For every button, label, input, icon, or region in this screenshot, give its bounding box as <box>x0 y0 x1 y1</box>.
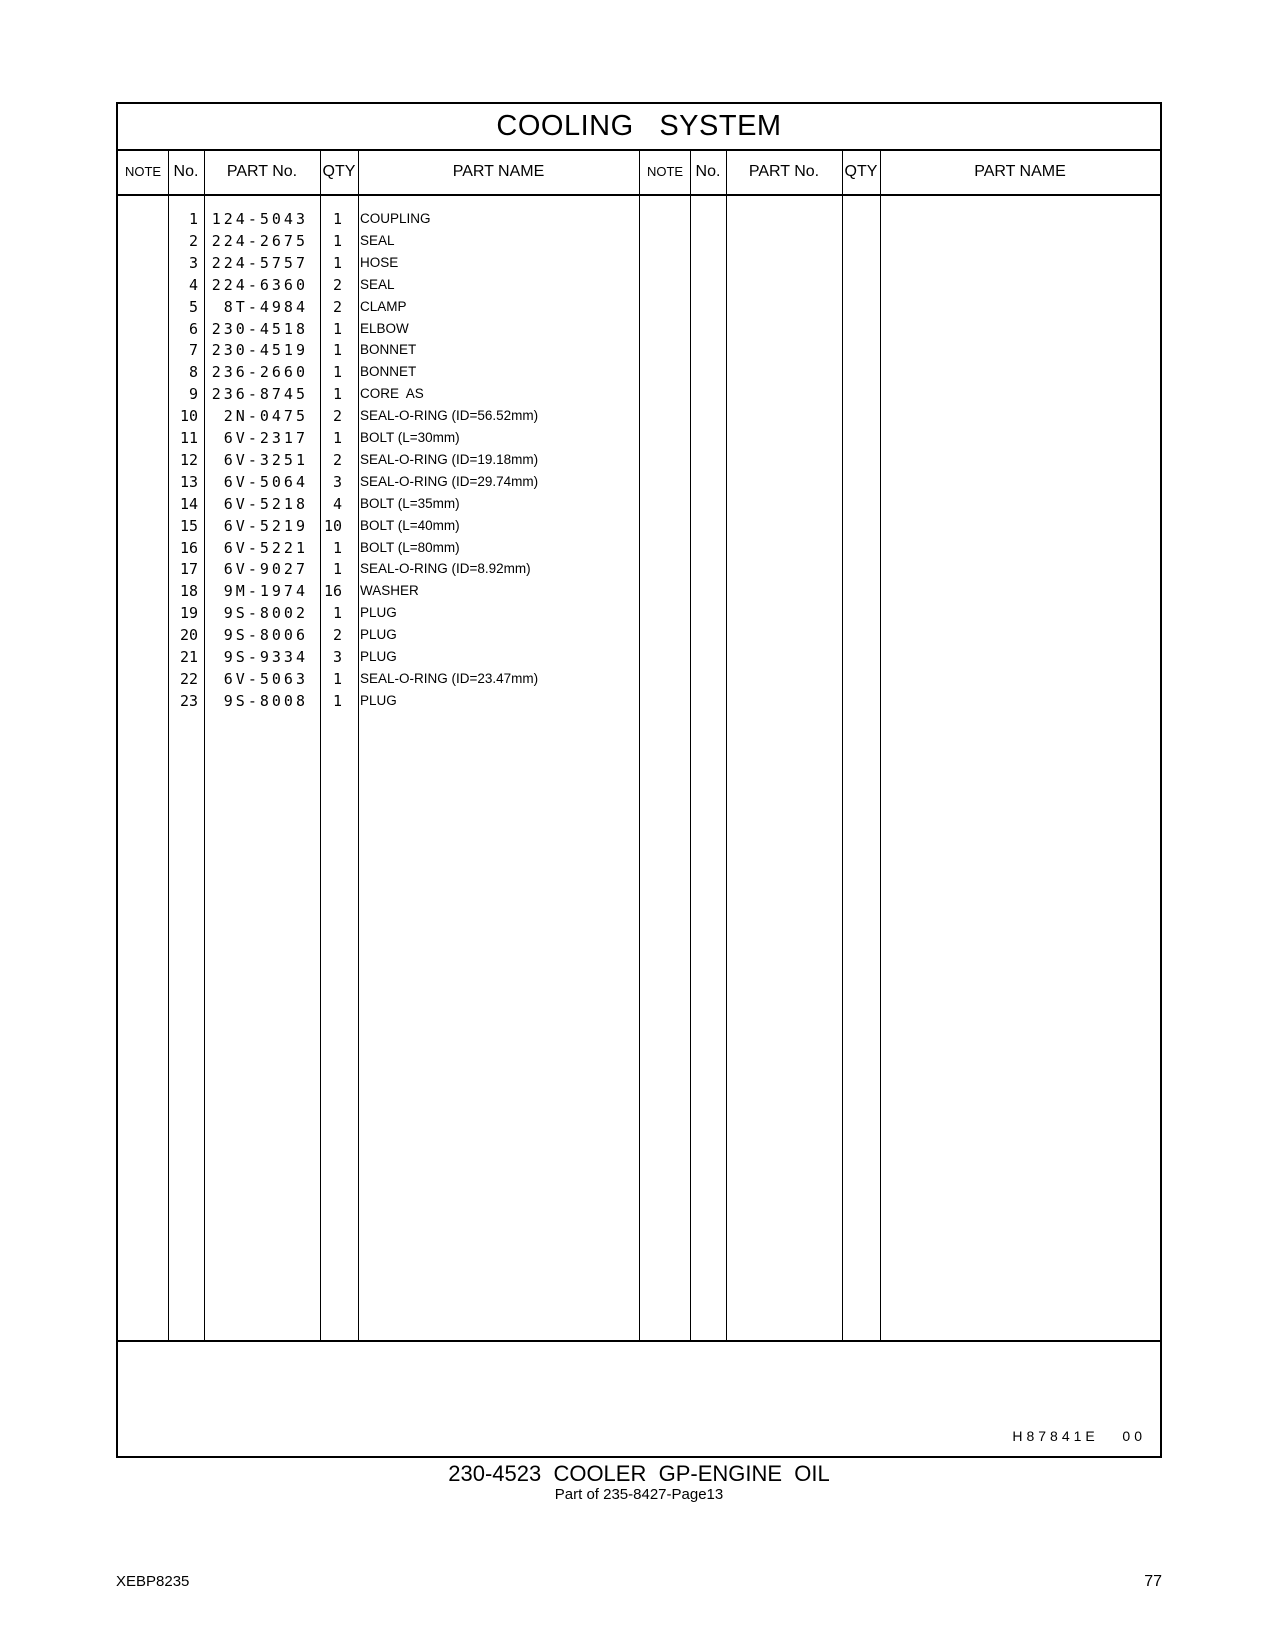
item-number: 8 <box>188 363 198 382</box>
part-name: HOSE <box>360 254 399 270</box>
part-name: SEAL-O-RING (ID=56.52mm) <box>360 408 539 424</box>
table-footer <box>118 1340 1160 1456</box>
part-name: PLUG <box>360 692 397 708</box>
header-part-no-left: PART No. <box>226 163 298 180</box>
header-no-right: No. <box>695 163 721 180</box>
quantity: 16 <box>323 582 342 601</box>
table-row <box>118 449 1160 471</box>
part-name: BOLT (L=40mm) <box>360 517 460 533</box>
part-name: BOLT (L=35mm) <box>360 495 460 511</box>
table-row <box>118 252 1160 274</box>
table-row <box>118 602 1160 624</box>
part-number: 6V-9027 <box>223 560 308 579</box>
table-row <box>118 690 1160 712</box>
item-number: 3 <box>188 253 198 272</box>
table-row <box>118 296 1160 318</box>
quantity: 2 <box>332 297 342 316</box>
table-row <box>118 646 1160 668</box>
part-number: 6V-5218 <box>223 494 308 513</box>
part-number: 6V-5064 <box>223 472 308 491</box>
table-row <box>118 318 1160 340</box>
part-name: SEAL <box>360 276 395 292</box>
table-row <box>118 383 1160 405</box>
table-row <box>118 361 1160 383</box>
section-title: COOLING SYSTEM <box>118 104 1160 151</box>
table-row <box>118 558 1160 580</box>
quantity: 3 <box>332 648 342 666</box>
table-row <box>118 493 1160 515</box>
table-row <box>118 230 1160 252</box>
part-number: 2N-0475 <box>223 407 308 426</box>
item-number: 15 <box>179 516 198 535</box>
table-row <box>118 624 1160 646</box>
quantity: 1 <box>332 319 342 338</box>
item-number: 2 <box>188 231 198 250</box>
part-number: 9S-9334 <box>223 648 308 666</box>
part-number: 9M-1974 <box>223 582 308 601</box>
part-number: 230-4518 <box>211 319 308 338</box>
part-number: 224-2675 <box>211 231 308 250</box>
header-note-left: NOTE <box>124 164 162 179</box>
item-number: 23 <box>179 691 198 710</box>
table-row <box>118 580 1160 602</box>
part-name: ELBOW <box>360 320 409 336</box>
item-number: 18 <box>179 582 198 601</box>
item-number: 6 <box>188 319 198 338</box>
part-name: SEAL <box>360 232 395 248</box>
item-number: 13 <box>179 472 198 491</box>
table-row <box>118 515 1160 537</box>
part-name: BONNET <box>360 342 417 358</box>
item-number: 16 <box>179 538 198 557</box>
part-name: CORE AS <box>360 386 424 402</box>
part-number: 9S-8002 <box>223 604 308 623</box>
quantity: 1 <box>332 363 342 382</box>
header-part-name-left: PART NAME <box>452 163 545 180</box>
quantity: 4 <box>332 494 342 513</box>
part-number: 6V-5219 <box>223 516 308 535</box>
part-name: SEAL-O-RING (ID=29.74mm) <box>360 473 539 489</box>
quantity: 1 <box>332 341 342 360</box>
table-row <box>118 471 1160 493</box>
header-qty-left: QTY <box>322 163 356 180</box>
part-number: 124-5043 <box>211 210 308 228</box>
quantity: 2 <box>332 626 342 645</box>
quantity: 1 <box>332 210 342 228</box>
drawing-code: H87841E 00 <box>1012 1428 1146 1444</box>
quantity: 2 <box>332 450 342 469</box>
part-name: SEAL-O-RING (ID=19.18mm) <box>360 451 539 467</box>
part-number: 6V-2317 <box>223 429 308 447</box>
parts-table-frame <box>116 102 1162 1458</box>
quantity: 3 <box>332 472 342 491</box>
item-number: 14 <box>179 494 198 513</box>
part-name: PLUG <box>360 649 397 664</box>
parts-list <box>118 196 1160 1340</box>
item-number: 1 <box>188 210 198 228</box>
part-number: 6V-5063 <box>223 669 308 688</box>
item-number: 5 <box>188 297 198 316</box>
header-qty-right: QTY <box>844 163 878 180</box>
quantity: 10 <box>323 516 342 535</box>
part-name: CLAMP <box>360 298 407 314</box>
part-name: SEAL-O-RING (ID=23.47mm) <box>360 670 539 686</box>
item-number: 20 <box>179 626 198 645</box>
assembly-title: 230-4523 COOLER GP-ENGINE OIL <box>448 1461 830 1486</box>
header-no-left: No. <box>173 163 199 180</box>
quantity: 1 <box>332 691 342 710</box>
item-number: 7 <box>188 341 198 360</box>
header-note-right: NOTE <box>646 164 684 179</box>
table-row <box>118 405 1160 427</box>
table-row <box>118 537 1160 559</box>
part-number: 224-5757 <box>211 253 308 272</box>
quantity: 2 <box>332 275 342 294</box>
part-number: 8T-4984 <box>223 297 308 316</box>
part-number: 236-2660 <box>211 363 308 382</box>
item-number: 12 <box>179 450 198 469</box>
publication-id: XEBP8235 <box>116 1573 190 1590</box>
assembly-subtitle: Part of 235-8427-Page13 <box>554 1486 724 1503</box>
quantity: 1 <box>332 231 342 250</box>
part-name: BOLT (L=80mm) <box>360 539 460 555</box>
header-part-name-right: PART NAME <box>974 163 1066 180</box>
table-row <box>118 208 1160 230</box>
item-number: 9 <box>188 385 198 404</box>
part-number: 9S-8006 <box>223 626 308 645</box>
quantity: 1 <box>332 669 342 688</box>
table-row <box>118 427 1160 449</box>
item-number: 10 <box>179 407 198 426</box>
page-number: 77 <box>1144 1573 1162 1590</box>
part-name: BOLT (L=30mm) <box>360 430 460 445</box>
item-number: 19 <box>179 604 198 623</box>
part-name: PLUG <box>360 605 397 621</box>
part-number: 230-4519 <box>211 341 308 360</box>
item-number: 17 <box>179 560 198 579</box>
item-number: 11 <box>179 429 198 447</box>
quantity: 1 <box>332 429 342 447</box>
part-number: 236-8745 <box>211 385 308 404</box>
table-row <box>118 339 1160 361</box>
quantity: 1 <box>332 385 342 404</box>
table-row <box>118 274 1160 296</box>
item-number: 21 <box>179 648 198 666</box>
table-row <box>118 668 1160 690</box>
quantity: 1 <box>332 253 342 272</box>
header-part-no-right: PART No. <box>748 163 820 180</box>
part-number: 6V-5221 <box>223 538 308 557</box>
part-number: 224-6360 <box>211 275 308 294</box>
part-number: 6V-3251 <box>223 450 308 469</box>
part-name: BONNET <box>360 364 417 380</box>
quantity: 1 <box>332 560 342 579</box>
quantity: 1 <box>332 538 342 557</box>
part-name: WASHER <box>360 583 419 599</box>
item-number: 22 <box>179 669 198 688</box>
part-number: 9S-8008 <box>223 691 308 710</box>
part-name: COUPLING <box>360 211 431 226</box>
item-number: 4 <box>188 275 198 294</box>
quantity: 2 <box>332 407 342 426</box>
part-name: SEAL-O-RING (ID=8.92mm) <box>360 561 531 577</box>
quantity: 1 <box>332 604 342 623</box>
part-name: PLUG <box>360 627 397 643</box>
